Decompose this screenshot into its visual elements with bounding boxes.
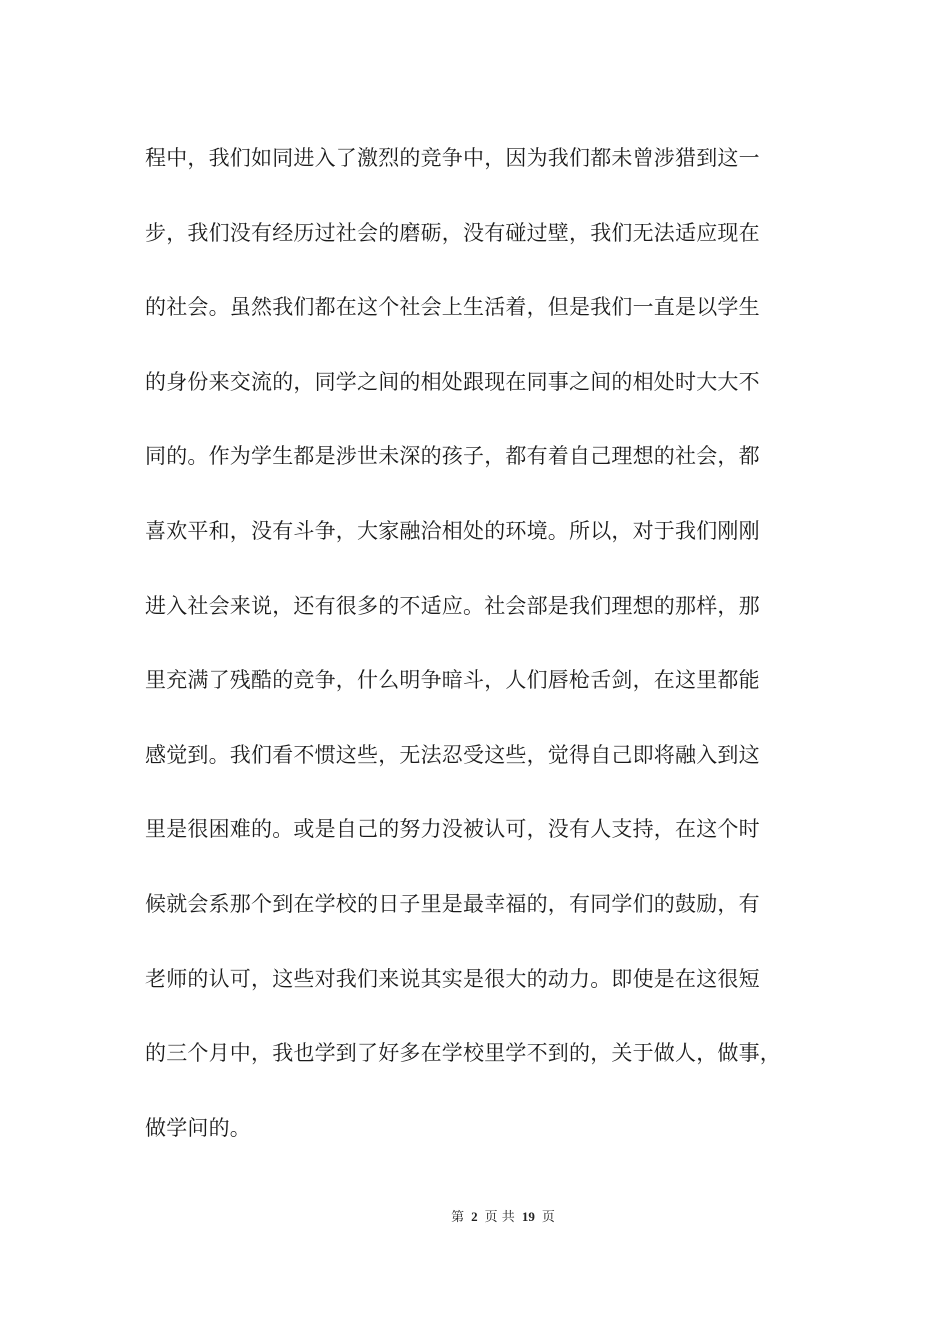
text-line: 里是很困难的。或是自己的努力没被认可，没有人支持，在这个时 [145,817,760,842]
footer-suffix: 页 [541,1210,555,1225]
text-line: 程中，我们如同进入了激烈的竞争中，因为我们都未曾涉猎到这一 [145,146,760,170]
text-line: 进入社会来说，还有很多的不适应。社会部是我们理想的那样，那 [145,593,760,618]
footer-middle: 页 共 [484,1210,515,1225]
text-line: 的社会。虽然我们都在这个社会上生活着，但是我们一直是以学生 [145,295,760,320]
footer-prefix: 第 [451,1210,465,1225]
footer-current-page: 2 [471,1209,478,1224]
text-line: 的三个月中，我也学到了好多在学校里学不到的，关于做人，做事， [145,1041,781,1066]
footer-total-pages: 19 [521,1209,535,1224]
body-text [145,138,825,1182]
text-line: 喜欢平和，没有斗争，大家融洽相处的环境。所以，对于我们刚刚 [145,518,760,543]
text-line: 做学问的。 [145,1115,251,1140]
text-line: 同的。作为学生都是涉世未深的孩子，都有着自己理想的社会，都 [145,444,760,469]
text-line: 感觉到。我们看不惯这些，无法忍受这些，觉得自己即将融入到这 [145,742,760,767]
text-line: 的身份来交流的，同学之间的相处跟现在同事之间的相处时大大不 [145,369,760,394]
text-line: 步，我们没有经历过社会的磨砺，没有碰过壁，我们无法适应现在 [145,220,760,245]
text-line: 候就会系那个到在学校的日子里是最幸福的，有同学们的鼓励，有 [145,891,760,916]
page-footer [0,1206,950,1225]
text-line: 老师的认可，这些对我们来说其实是很大的动力。即使是在这很短 [145,966,760,991]
text-line: 里充满了残酷的竞争，什么明争暗斗，人们唇枪舌剑，在这里都能 [145,668,760,693]
